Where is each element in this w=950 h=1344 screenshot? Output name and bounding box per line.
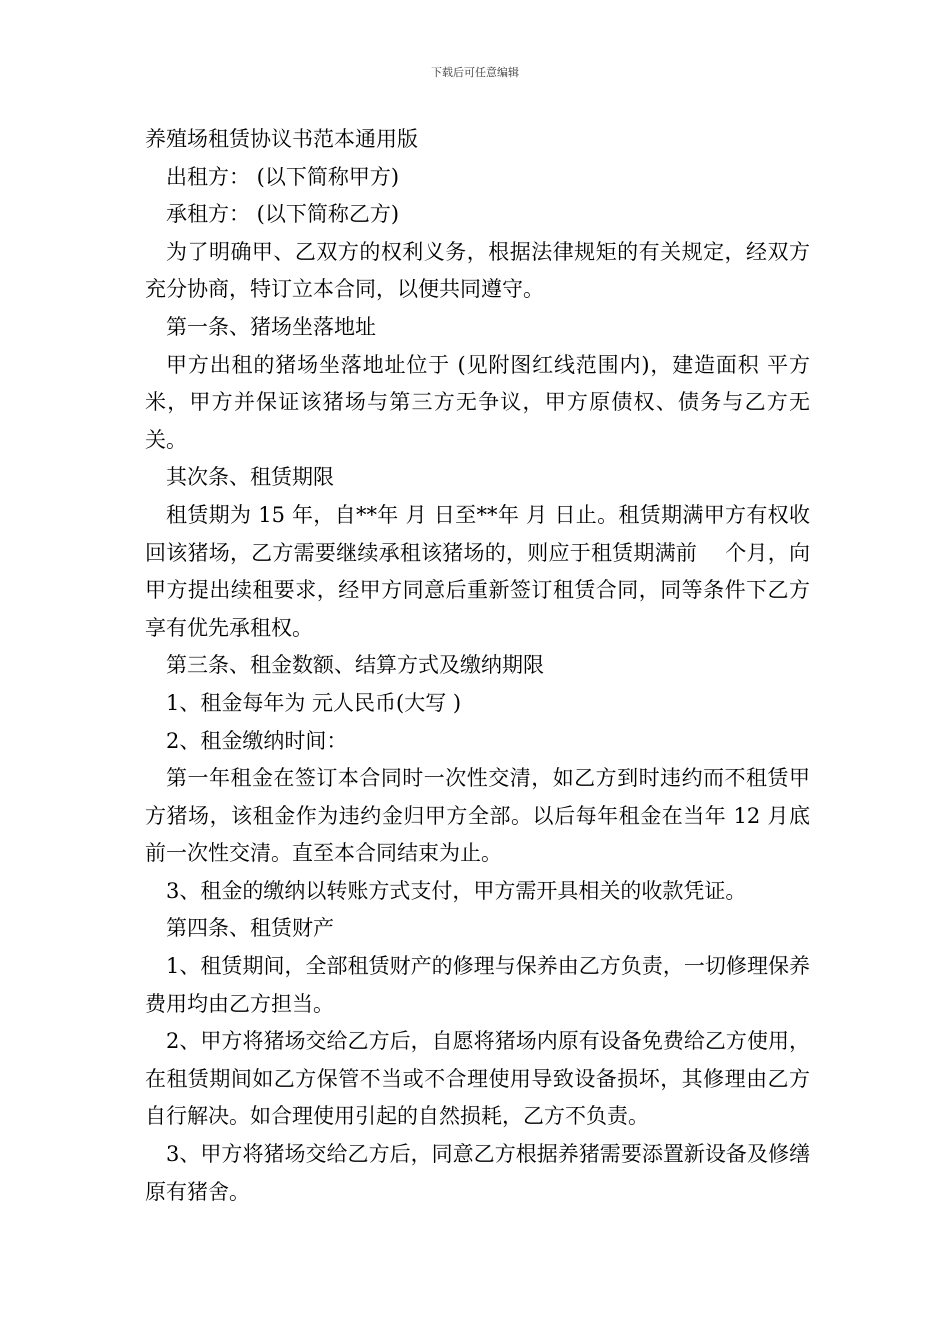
article-2-paragraph: 租赁期为 15 年，自**年 月 日至**年 月 日止。租赁期满甲方有权收回该猪场，乙方需要继续承租该猪场的，则应于租赁期满前 个月，向甲方提出续租要求，经甲方同意后重新签订租赁合同，同等条件下乙方享有优先承租权。 (145, 502, 810, 640)
preamble-paragraph: 为了明确甲、乙双方的权利义务，根据法律规矩的有关规定，经双方充分协商，特订立本合同，以便共同遵守。 (145, 239, 810, 302)
article-3-item-1: 1、租金每年为 元人民币(大写 ) (166, 690, 462, 715)
lessor-line: 出租方： (以下简称甲方) (166, 164, 400, 189)
article-4-item-3: 3、甲方将猪场交给乙方后，同意乙方根据养猪需要添置新设备及修缮原有猪舍。 (145, 1142, 810, 1204)
article-1-heading: 第一条、猪场坐落地址 (166, 314, 376, 339)
article-4-item-1: 1、租赁期间，全部租赁财产的修理与保养由乙方负责，一切修理保养费用均由乙方担当。 (145, 954, 810, 1016)
document-body (145, 121, 810, 1211)
article-2-heading: 其次条、租赁期限 (166, 465, 334, 490)
document-title: 养殖场租赁协议书范本通用版 (145, 127, 418, 151)
article-3-item-3: 3、租金的缴纳以转账方式支付，甲方需开具相关的收款凭证。 (166, 878, 747, 903)
lessee-line: 承租方： (以下简称乙方) (166, 202, 400, 227)
article-3-item-2-detail: 第一年租金在签订本合同时一次性交清，如乙方到时违约而不租赁甲方猪场，该租金作为违约金归甲方全部。以后每年租金在当年 12 月底前一次性交清。直至本合同结束为止。 (145, 766, 810, 866)
article-3-heading: 第三条、租金数额、结算方式及缴纳期限 (166, 653, 544, 678)
article-4-item-2: 2、甲方将猪场交给乙方后，自愿将猪场内原有设备免费给乙方使用，在租赁期间如乙方保管不当或不合理使用导致设备损坏，其修理由乙方自行解决。如合理使用引起的自然损耗，乙方不负责。 (145, 1029, 810, 1129)
article-4-heading: 第四条、租赁财产 (166, 916, 334, 941)
article-3-item-2: 2、租金缴纳时间： (166, 728, 348, 753)
article-1-paragraph: 甲方出租的猪场坐落地址位于 (见附图红线范围内)，建造面积 平方米，甲方并保证该猪场与第三方无争议，甲方原债权、债务与乙方无关。 (145, 352, 810, 452)
header-note: 下载后可任意编辑 (431, 66, 519, 79)
